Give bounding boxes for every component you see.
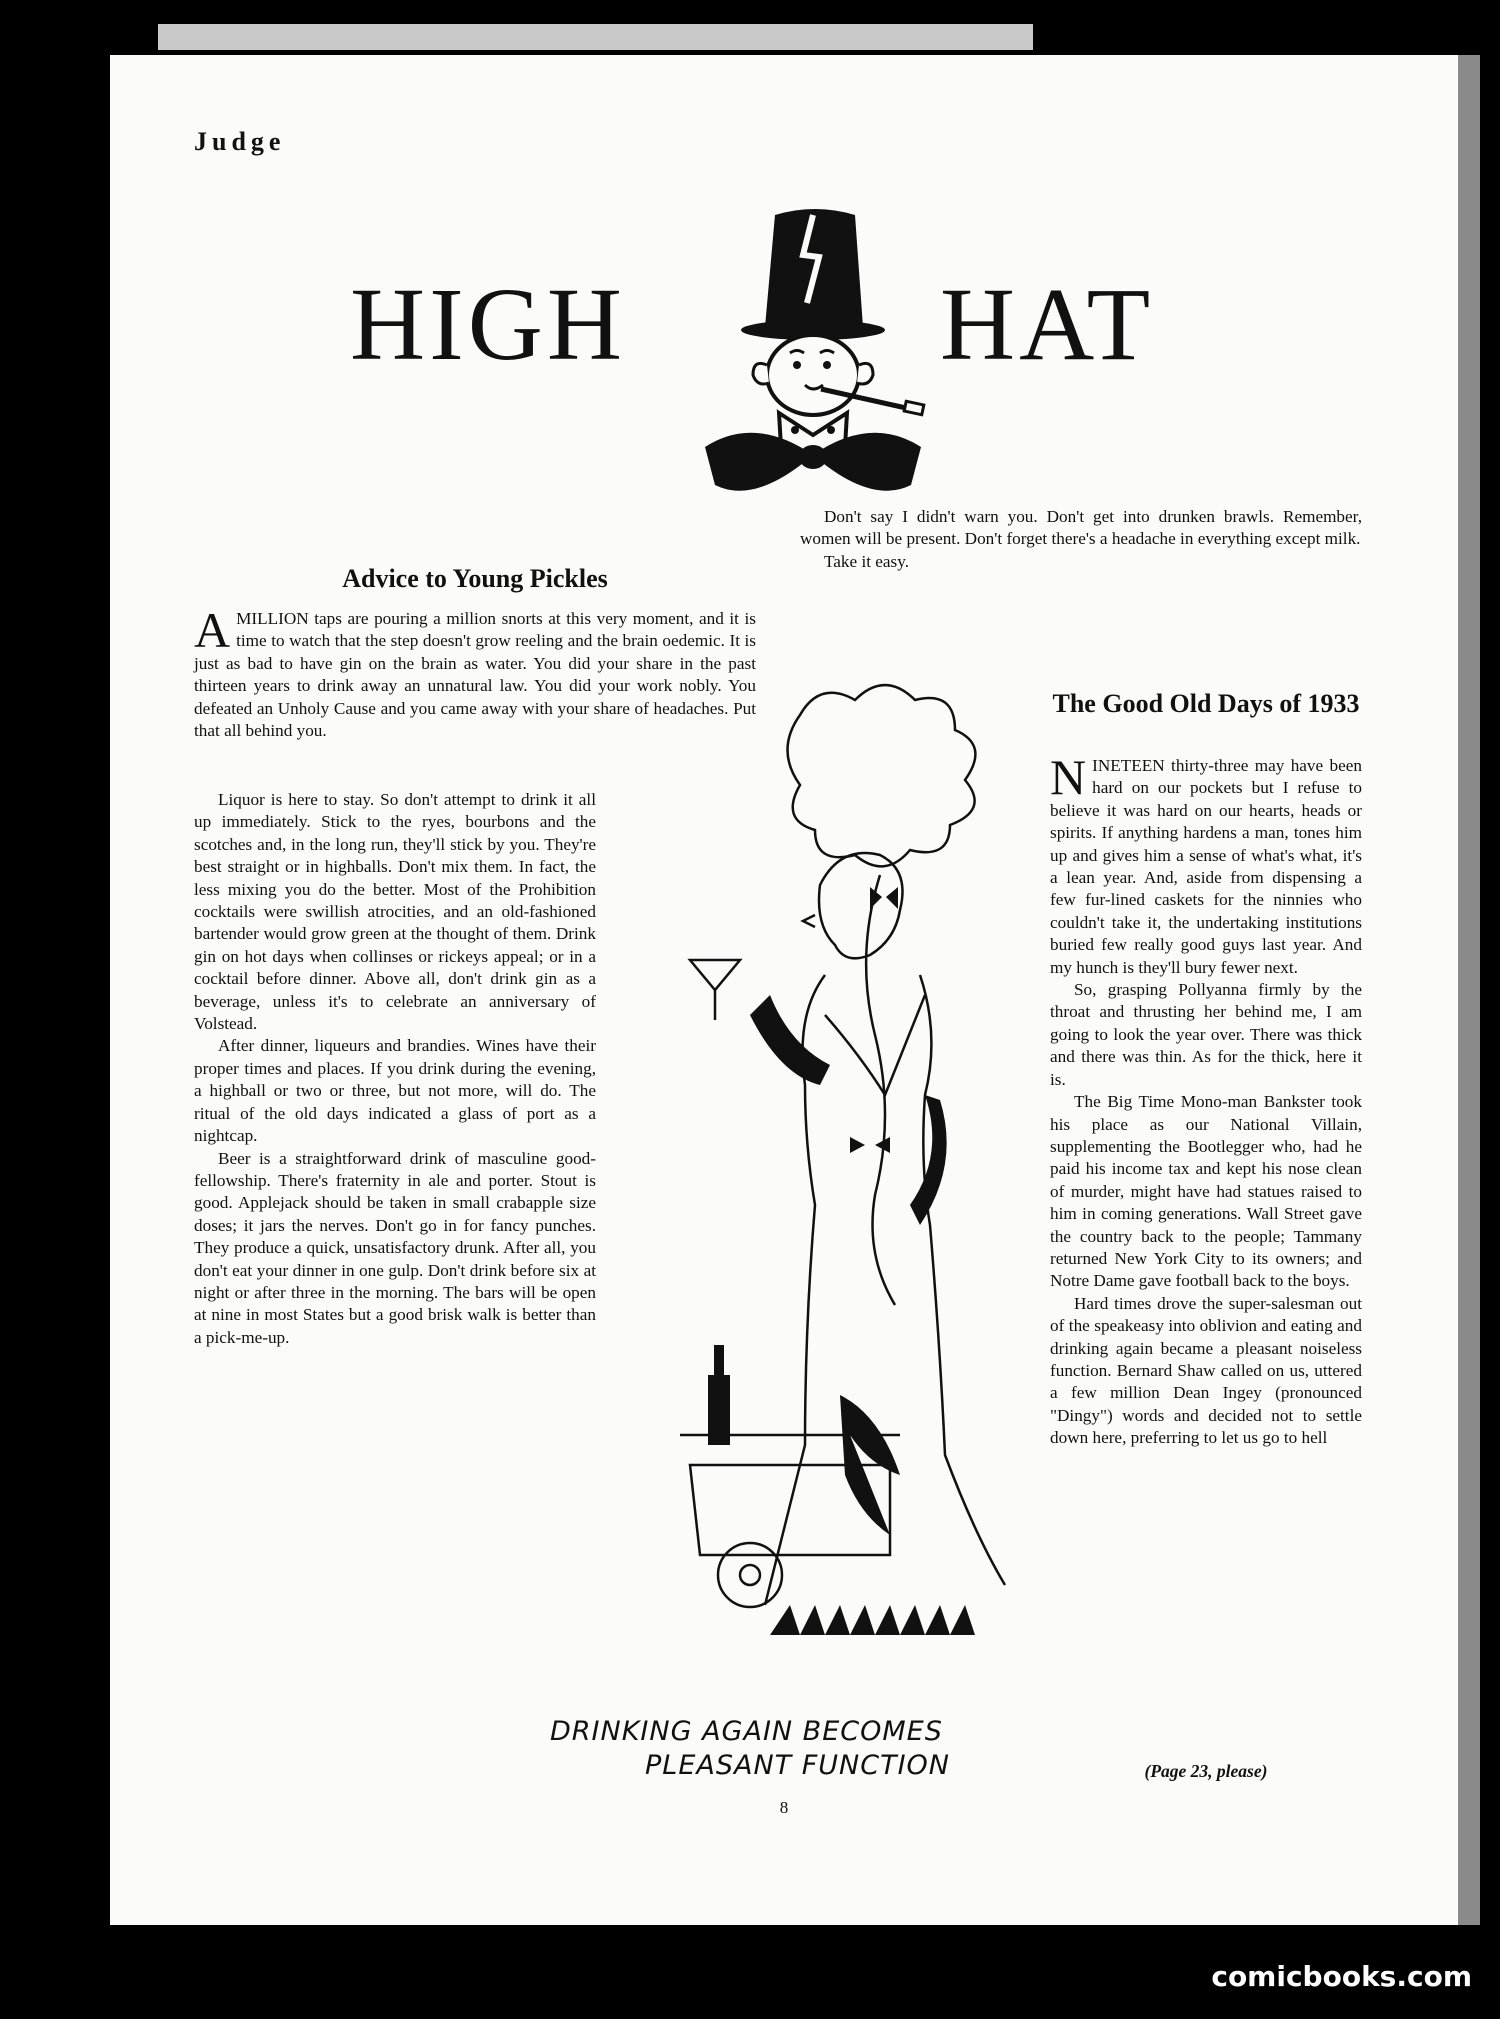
magazine-name: Judge — [194, 127, 286, 156]
article1-paragraph-6: Take it easy. — [824, 551, 910, 571]
article1-paragraph-3: After dinner, liqueurs and brandies. Wines have their proper times and places. If you drink during the evening, a highball or two or three, but not more, will do. The ritual of the old days indicated a glass of port as a nightcap. — [194, 1036, 596, 1146]
article1-body — [194, 789, 596, 1349]
magazine-page — [110, 55, 1458, 1925]
article2-paragraph-1: INETEEN thirty-three may have been hard on our pockets but I refuse to believe it was hard on our hearts, heads or spirits. If anything hardens a man, tones him up and gives him a sense of what's what, it's a lean year. And, aside from dispensing a few fur-lined caskets for the ninnies who couldn't take it, the undertaking institutions buried few really good guys last year. And my hunch is they'll bury fewer next. — [1050, 756, 1362, 977]
headline-right: HAT — [940, 267, 1155, 382]
caption-line-1: DRINKING AGAIN BECOMES — [550, 1716, 943, 1747]
article-title-good-old-days: The Good Old Days of 1933 — [1052, 689, 1360, 718]
article-title-advice: Advice to Young Pickles — [342, 564, 608, 593]
page-number: 8 — [779, 1798, 789, 1817]
article2-paragraph-2: So, grasping Pollyanna firmly by the throat and thrusting her behind me, I am going to look the year over. There was thick and there was thin. As for the thick, here it is. — [1050, 980, 1362, 1089]
dropcap-a: A — [194, 602, 231, 658]
continued-note: (Page 23, please) — [1144, 1761, 1268, 1781]
caption-line-2: PLEASANT FUNCTION — [645, 1750, 950, 1781]
article1-paragraph-2: Liquor is here to stay. So don't attempt to drink it all up immediately. Stick to the ryes, bourbons and the scotches and, in the long run, they'll stick by you. They're best straight or in highballs. Don't mix them. In fact, the less mixing you do the better. Most of the Prohibition cocktails were swillish atrocities, and an old-fashioned bartender would grow green at the thought of them. Drink gin on hot days when collinses or rickeys appeal; or in a cocktail before dinner. Above all, don't drink gin as a beverage, unless it's to celebrate an anniversary of Volstead. — [194, 790, 596, 1034]
woman-with-cocktail-illustration — [650, 675, 1130, 1725]
illustration-caption — [550, 1715, 1070, 1783]
article1-continued — [800, 506, 1362, 573]
article1-paragraph-5: Don't say I didn't warn you. Don't get into drunken brawls. Remember, women will be present. Don't forget there's a headache in everything except milk. — [800, 507, 1362, 549]
article1-paragraph-4: Beer is a straightforward drink of masculine good-fellowship. There's fraternity in ale and porter. Stout is good. Applejack should be taken in small crabapple size doses; it jars the nerves. Don't go in for fancy punches. They produce a quick, unsatisfactory drunk. After all, you don't eat your dinner in one gulp. Don't drink before six at night or after three in the morning. The bars will be open at nine in most States but a good brisk walk is better than a pick-me-up. — [194, 1148, 596, 1347]
article1-paragraph-1: MILLION taps are pouring a million snorts at this very moment, and it is time to watch that the step doesn't grow reeling and the brain oedemic. It is just as bad to have gin on the brain as water. You did your share in the past thirteen years to drink away an unnatural law. You did your work nobly. You defeated an Unholy Cause and you came away with your share of headaches. Put that all behind you. — [194, 609, 756, 741]
headline-left: HIGH — [350, 267, 626, 382]
article2-paragraph-4: Hard times drove the super-salesman out of the speakeasy into oblivion and eating and drinking again became a pleasant noiseless function. Bernard Shaw called on us, uttered a few million Dean Ingey (pronounced "Dingy") words and decided not to settle down here, preferring to let us go to hell — [1050, 1293, 1362, 1448]
article2-paragraph-3: The Big Time Mono-man Bankster took his place as our National Villain, supplementing the Bootlegger who, had he paid his income tax and kept his nose clean of murder, might have had statues raised to him in coming generations. Wall Street gave the country back to the people; Tammany returned New York City to its owners; and Notre Dame gave football back to the boys. — [1050, 1092, 1362, 1291]
page-spine-edge — [1458, 55, 1480, 1925]
previous-page-edge — [158, 24, 1033, 50]
site-watermark: comicbooks.com — [1211, 1960, 1472, 1993]
top-hat-mascot-icon — [695, 185, 935, 525]
dropcap-n: N — [1050, 749, 1087, 805]
